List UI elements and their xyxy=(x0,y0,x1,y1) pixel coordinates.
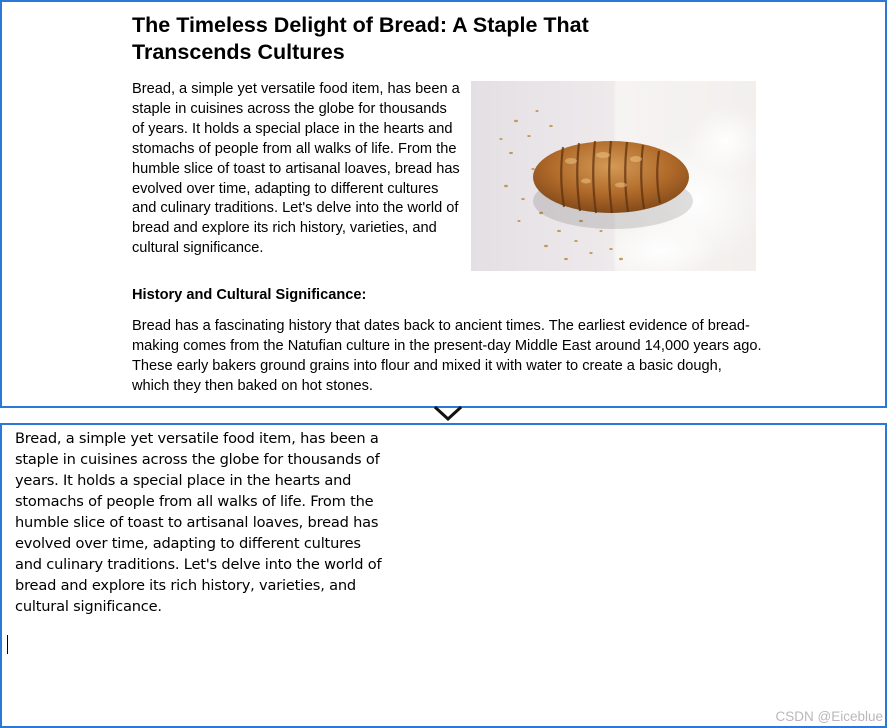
text-cursor xyxy=(7,635,8,654)
extracted-text-panel[interactable] xyxy=(0,423,887,728)
sliced-bread-loaf-photo xyxy=(471,81,756,271)
watermark: CSDN @Eiceblue xyxy=(775,709,883,724)
extracted-text[interactable]: Bread, a simple yet versatile food item, has been a staple in cuisines across the globe for thousands of years. It holds a special place in the hearts and stomachs of people from all walks of life. From the humble slice of toast to artisanal loaves, bread has evolved over time, adapting to different cultures and culinary traditions. Let's delve into the world of bread and explore its rich history, varieties, and cultural significance. xyxy=(15,430,382,615)
intro-paragraph: Bread, a simple yet versatile food item, has been a staple in cuisines across the globe for thousands of years. It holds a special place in the hearts and stomachs of people from all walks of life. From the humble slice of toast to artisanal loaves, bread has evolved over time, adapting to different cultures and culinary traditions. Let's delve into the world of bread and explore its rich history, varieties, and cultural significance. xyxy=(132,81,460,257)
chevron-down-icon xyxy=(434,406,462,422)
section-paragraph-history: Bread has a fascinating history that dates back to ancient times. The earliest evidence of bread-making comes from the Natufian culture in the present-day Middle East around 14,000 years ago. These early bakers ground grains into flour and mixed it with water to create a basic dough, which they then baked on hot stones. xyxy=(132,318,762,394)
intro-section xyxy=(132,80,762,276)
document-title: The Timeless Delight of Bread: A Staple That Transcends Cultures xyxy=(132,13,589,64)
document-page xyxy=(132,12,762,396)
section-heading-history: History and Cultural Significance: xyxy=(132,287,367,303)
